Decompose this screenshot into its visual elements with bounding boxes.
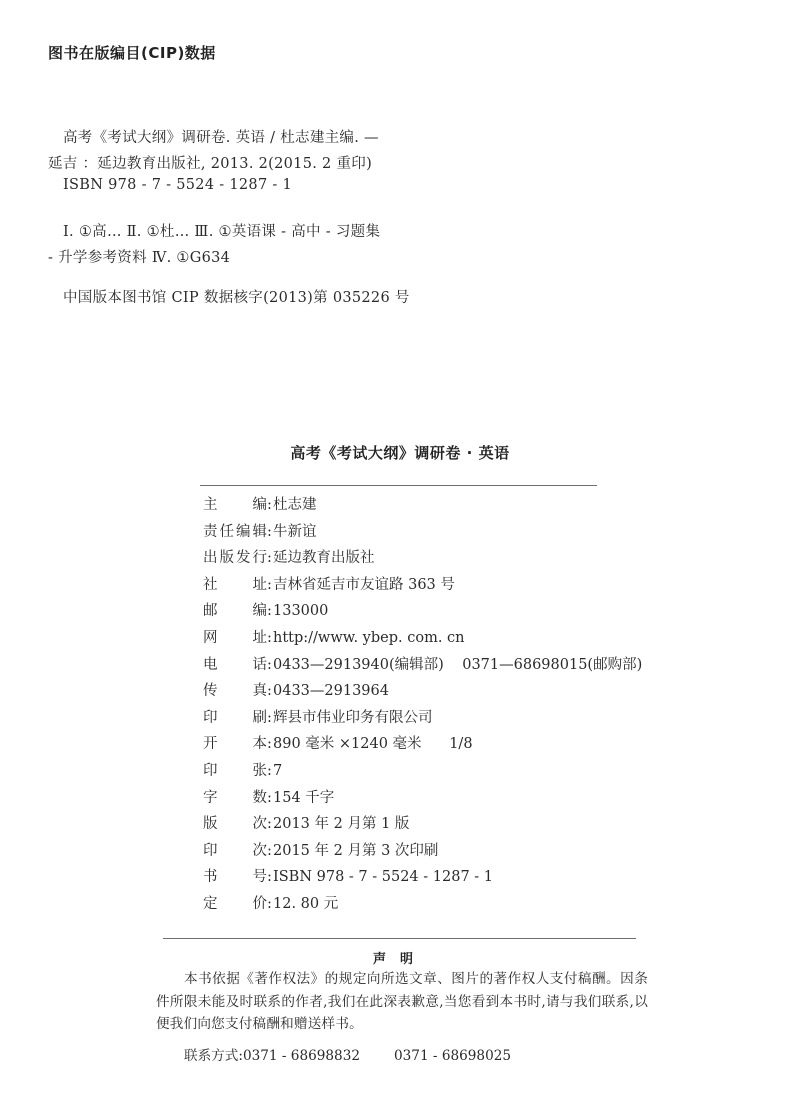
info-value: 0433—2913964 [273, 683, 389, 700]
info-row-responsible-editor: 责 任 编 辑 : 牛新谊 [203, 521, 642, 548]
info-value: ISBN 978 - 7 - 5524 - 1287 - 1 [273, 869, 494, 886]
info-value: 12. 80 元 [273, 895, 339, 912]
info-value: 杜志建 [273, 497, 317, 513]
info-row-sheets: 印 张 : 7 [203, 760, 642, 787]
info-label: 社 址 [203, 576, 267, 593]
info-row-editor: 主 编 : 杜志建 [203, 494, 642, 521]
cip-heading: 图书在版编目(CIP)数据 [48, 44, 216, 62]
info-label: 字 数 [203, 789, 267, 806]
cip-classification-line-2: - 升学参考资料 Ⅳ. ①G634 [48, 250, 231, 266]
info-row-price: 定 价 : 12. 80 元 [203, 893, 642, 920]
info-row-fax: 传 真 : 0433—2913964 [203, 680, 642, 707]
contact-phone-2: 0371 - 68698025 [394, 1048, 512, 1064]
info-row-isbn: 书 号 : ISBN 978 - 7 - 5524 - 1287 - 1 [203, 866, 642, 893]
website-link[interactable]: http://www. ybep. com. cn [273, 629, 465, 646]
info-label: 开 本 [203, 736, 267, 753]
title-divider [200, 485, 597, 486]
info-row-phone: 电 话 : 0433—2913940(编辑部) 0371—68698015(邮购部) [203, 654, 642, 681]
info-value: 延边教育出版社 [273, 550, 375, 567]
info-label: 定 价 [203, 895, 267, 912]
contact-label: 联系方式: [184, 1048, 243, 1064]
cip-publisher-line: 延吉 ：延边教育出版社, 2013. 2(2015. 2 重印) [48, 156, 373, 172]
cip-classification-line-1: Ⅰ. ①高… Ⅱ. ①杜… Ⅲ. ①英语课 - 高中 - 习题集 [63, 224, 381, 240]
info-label: 书 号 [203, 869, 267, 886]
info-label: 出 版 发 行 [203, 550, 267, 567]
info-value: 154 千字 [273, 789, 335, 806]
info-value: 2015 年 2 月第 3 次印刷 [273, 842, 439, 859]
publication-info-table [203, 494, 642, 920]
info-value: 牛新谊 [273, 523, 317, 540]
statement-body: 本书依据《著作权法》的规定向所选文章、图片的著作权人支付稿酬。因条件所限未能及时联系的作者,我们在此深表歉意,当您看到本书时,请与我们联系,以便我们向您支付稿酬和赠送样书。 [156, 971, 648, 1032]
info-row-address: 社 址 : 吉林省延吉市友谊路 363 号 [203, 574, 642, 601]
info-value: 890 毫米 ×1240 毫米 1/8 [273, 736, 473, 753]
info-label: 印 刷 [203, 709, 267, 726]
info-row-printer: 印 刷 : 辉县市伟业印务有限公司 [203, 707, 642, 734]
cip-verification-number: 中国版本图书馆 CIP 数据核字(2013)第 035226 号 [63, 290, 410, 306]
info-row-word-count: 字 数 : 154 千字 [203, 787, 642, 814]
info-value: 吉林省延吉市友谊路 363 号 [273, 576, 455, 593]
info-label: 印 张 [203, 762, 267, 779]
info-row-website: 网 址 : http://www. ybep. com. cn [203, 627, 642, 654]
info-value: 0433—2913940(编辑部) 0371—68698015(邮购部) [273, 656, 643, 673]
info-value: 7 [273, 762, 283, 779]
info-value: 辉县市伟业印务有限公司 [273, 709, 433, 726]
info-value: 2013 年 2 月第 1 版 [273, 816, 410, 833]
info-value: 133000 [273, 603, 329, 620]
info-label: 电 话 [203, 656, 267, 673]
info-label: 网 址 [203, 629, 267, 646]
cip-title-line: 高考《考试大纲》调研卷. 英语 / 杜志建主编. — [63, 130, 379, 146]
info-label: 邮 编 [203, 603, 267, 620]
info-label: 责 任 编 辑 [203, 523, 267, 540]
book-title: 高考《考试大纲》调研卷 · 英语 [290, 444, 510, 462]
statement-divider [163, 938, 636, 939]
info-label: 主 编 [203, 497, 267, 513]
info-label: 传 真 [203, 683, 267, 700]
info-label: 版 次 [203, 816, 267, 833]
statement-title: 声明 [372, 952, 427, 967]
info-row-postcode: 邮 编 : 133000 [203, 600, 642, 627]
info-row-printing: 印 次 : 2015 年 2 月第 3 次印刷 [203, 840, 642, 867]
info-label: 印 次 [203, 842, 267, 859]
statement-contact [184, 1044, 511, 1064]
info-row-publisher: 出 版 发 行 : 延边教育出版社 [203, 547, 642, 574]
info-row-edition: 版 次 : 2013 年 2 月第 1 版 [203, 813, 642, 840]
info-row-format: 开 本 : 890 毫米 ×1240 毫米 1/8 [203, 733, 642, 760]
cip-isbn-line: ISBN 978 - 7 - 5524 - 1287 - 1 [63, 177, 293, 193]
contact-phone-1: 0371 - 68698832 [242, 1048, 360, 1064]
